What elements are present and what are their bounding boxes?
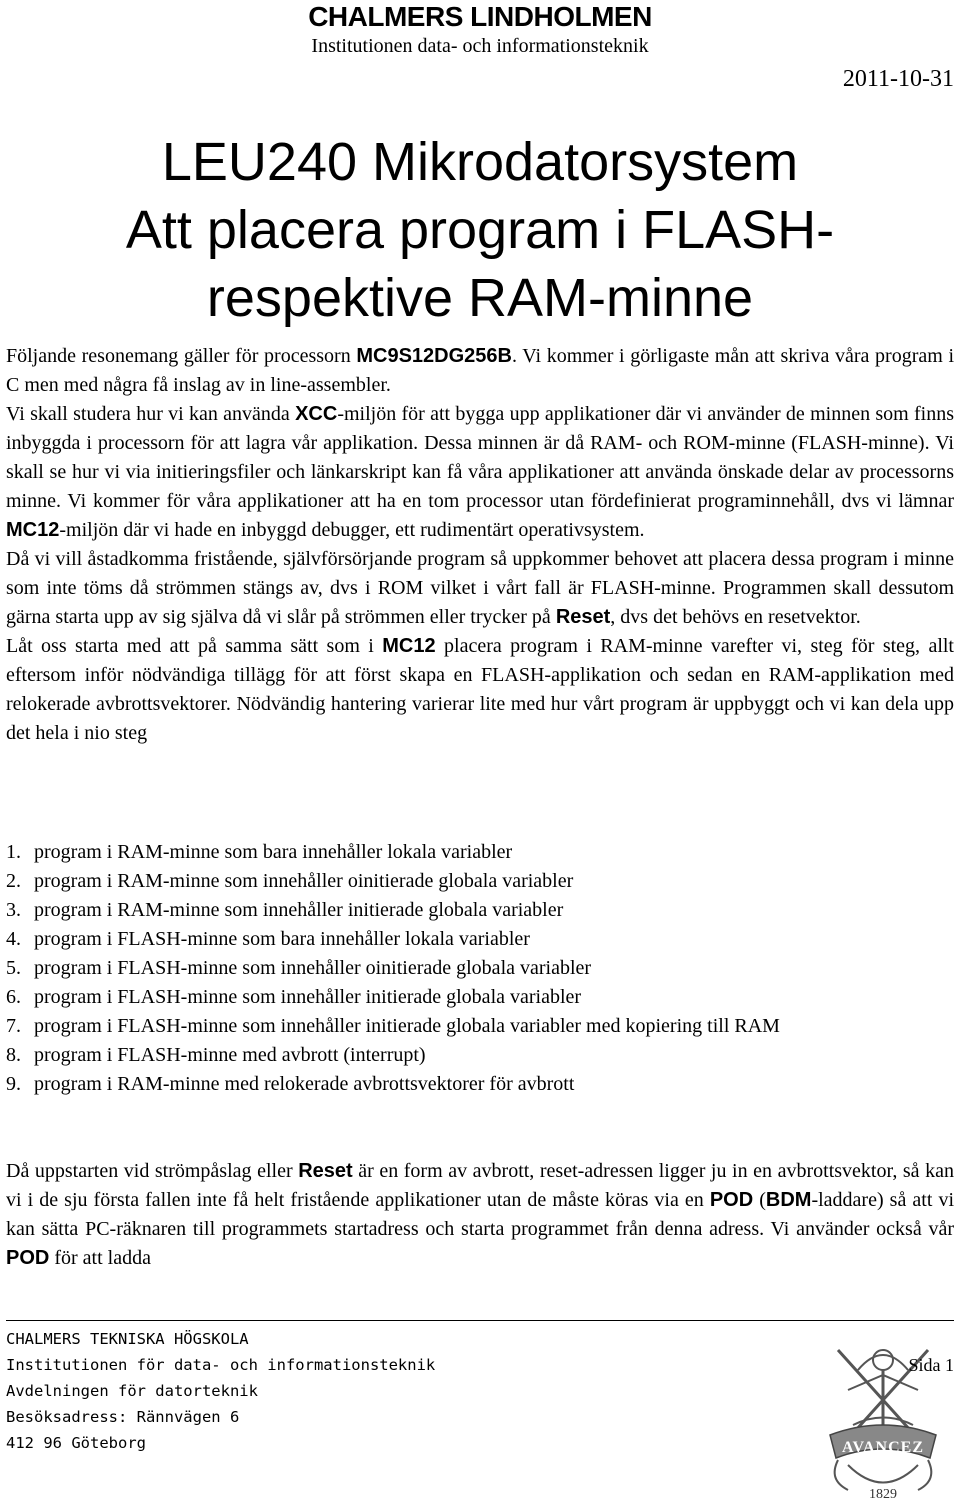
list-text: program i RAM-minne som bara innehåller lokala variabler bbox=[34, 841, 513, 863]
intro-paragraph-4 bbox=[6, 632, 954, 748]
document-date: 2011-10-31 bbox=[842, 66, 954, 92]
text-run: är en form av avbrott, reset-adressen ligger ju in en avbrottsvektor, så kan vi i de sju första fallen inte få helt fristående applikationer utan de måste köras via en bbox=[6, 1160, 954, 1211]
header-brand: CHALMERS LINDHOLMEN bbox=[308, 1, 652, 32]
title-line-1: LEU240 Mikrodatorsystem bbox=[161, 132, 799, 192]
list-number: 7. bbox=[6, 1015, 21, 1037]
outro-text bbox=[6, 1157, 954, 1273]
list-item bbox=[6, 867, 954, 896]
intro-paragraph-2 bbox=[6, 400, 954, 545]
list-text: program i FLASH-minne som innehåller oinitierade globala variabler bbox=[34, 957, 592, 979]
page-number: Sida 1 bbox=[908, 1355, 954, 1375]
list-item bbox=[6, 983, 954, 1012]
mc12-term: MC12 bbox=[382, 635, 436, 657]
list-item bbox=[6, 1070, 954, 1099]
steps-list bbox=[6, 838, 954, 1099]
title-line-2: Att placera program i FLASH- bbox=[125, 200, 835, 260]
list-item bbox=[6, 896, 954, 925]
pod-term: POD bbox=[709, 1189, 754, 1211]
list-text: program i FLASH-minne som innehåller initierade globala variabler bbox=[34, 986, 582, 1008]
outro-paragraph bbox=[6, 1157, 954, 1273]
list-number: 9. bbox=[6, 1073, 21, 1095]
reset-term: Reset bbox=[555, 606, 611, 628]
text-run: Då vi vill åstadkomma fristående, självförsörjande program så uppkommer behovet att placera dessa program i minne som inte töms då strömmen stängs av, dvs i ROM vilket i vårt fall är FLASH-minne. Programmen skall dessutom gärna starta upp av sig själva då vi slår på strömmen eller trycker på bbox=[6, 548, 954, 628]
text-run: Låt oss starta med att på samma sätt som i bbox=[6, 635, 383, 657]
footer-line: 412 96 Göteborg bbox=[6, 1434, 146, 1452]
footer-divider bbox=[6, 1320, 954, 1321]
title-line-3: respektive RAM-minne bbox=[206, 268, 754, 328]
list-number: 1. bbox=[6, 841, 21, 863]
list-text: program i FLASH-minne med avbrott (interrupt) bbox=[34, 1044, 426, 1066]
text-run: , dvs det behövs en resetvektor. bbox=[610, 606, 861, 628]
text-run: ( bbox=[753, 1189, 766, 1211]
svg-text:AVANCEZ: AVANCEZ bbox=[842, 1439, 924, 1456]
text-run: för att ladda bbox=[49, 1247, 151, 1269]
footer-line: Avdelningen för datorteknik bbox=[6, 1382, 258, 1400]
text-run: -laddare) så att vi kan sätta PC-räknaren till programmets startadress och starta programmet från denna adress. Vi använder också vår bbox=[6, 1189, 954, 1240]
text-run: Vi skall studera hur vi kan använda bbox=[6, 403, 296, 425]
list-text: program i RAM-minne som innehåller initierade globala variabler bbox=[34, 899, 564, 921]
footer-line: CHALMERS TEKNISKA HÖGSKOLA bbox=[6, 1330, 249, 1348]
text-run: Då uppstarten vid strömpåslag eller bbox=[6, 1160, 299, 1182]
xcc-term: XCC bbox=[295, 403, 338, 425]
list-number: 6. bbox=[6, 986, 21, 1008]
bdm-term: BDM bbox=[765, 1189, 812, 1211]
pod-term: POD bbox=[6, 1247, 50, 1269]
text-run: -miljön för att bygga upp applikationer där vi använder de minnen som finns inbyggda i processorn för att lagra vår applikation. Dessa minnen är då RAM- och ROM-minne (FLASH-minne). Vi skall se hur vi via initieringsfiler och länkarskript kan få våra applikationer att använda önskade delar av processorns minne. Vi kommer för våra applikationer att ha en tom processor utan fördefinierat programinnehåll, dvs vi lämnar bbox=[6, 403, 954, 512]
chip-name: MC9S12DG256B bbox=[356, 345, 512, 367]
list-text: program i RAM-minne med relokerade avbrottsvektorer för avbrott bbox=[34, 1073, 575, 1095]
text-run: . Vi kommer i görligaste mån att skriva våra program i C men med några få inslag av in line-assembler. bbox=[6, 345, 955, 396]
list-text: program i FLASH-minne som bara innehåller lokala variabler bbox=[34, 928, 530, 950]
intro-paragraph-1 bbox=[6, 342, 954, 400]
list-item bbox=[6, 838, 954, 867]
list-number: 4. bbox=[6, 928, 21, 950]
list-item bbox=[6, 954, 954, 983]
intro-paragraph-3 bbox=[6, 545, 954, 632]
list-item bbox=[6, 925, 954, 954]
footer-address bbox=[6, 1326, 606, 1456]
reset-term: Reset bbox=[298, 1160, 353, 1182]
header-institution: Institutionen data- och informationsteknik bbox=[311, 35, 649, 57]
footer-line: Besöksadress: Rännvägen 6 bbox=[6, 1408, 240, 1426]
list-item bbox=[6, 1012, 954, 1041]
text-run: -miljön där vi hade en inbyggd debugger, ett rudimentärt operativsystem. bbox=[59, 519, 645, 541]
intro-text bbox=[6, 342, 954, 748]
text-run: placera program i RAM-minne varefter vi, steg för steg, allt eftersom inför nödvändiga tillägg för att först skapa en FLASH-applikation och sedan en RAM-applikation med relokerade avbrottsvektorer. Nödvändig hantering varierar lite med hur vårt program är uppbyggt och vi kan dela upp det hela i nio steg bbox=[6, 635, 954, 744]
list-number: 2. bbox=[6, 870, 21, 892]
list-number: 5. bbox=[6, 957, 21, 979]
list-number: 8. bbox=[6, 1044, 21, 1066]
text-run: Följande resonemang gäller för processorn bbox=[6, 345, 357, 367]
document-title bbox=[0, 128, 960, 332]
list-text: program i RAM-minne som innehåller oinitierade globala variabler bbox=[34, 870, 574, 892]
footer-line: Institutionen för data- och informationsteknik bbox=[6, 1356, 436, 1374]
list-number: 3. bbox=[6, 899, 21, 921]
list-text: program i FLASH-minne som innehåller initierade globala variabler med kopiering till RAM bbox=[34, 1015, 780, 1037]
mc12-term: MC12 bbox=[6, 519, 60, 541]
list-item bbox=[6, 1041, 954, 1070]
svg-text:1829: 1829 bbox=[869, 1487, 897, 1502]
